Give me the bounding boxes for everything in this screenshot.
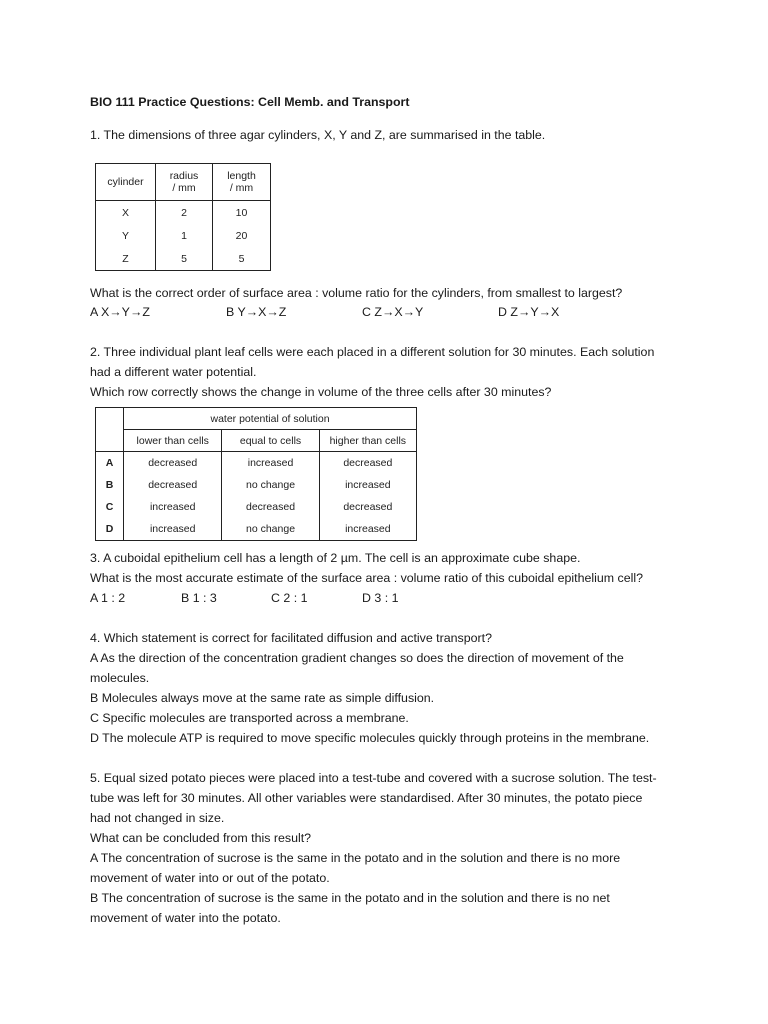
document-title: BIO 111 Practice Questions: Cell Memb. and Transport xyxy=(90,95,410,109)
table-row: D increased no change increased xyxy=(96,518,417,541)
q3-options xyxy=(90,588,680,608)
header-radius: radius / mm xyxy=(156,164,213,201)
q3-option-a: A 1 : 2 xyxy=(90,591,126,605)
q4-option-b: B Molecules always move at the same rate as simple diffusion. xyxy=(90,691,435,705)
q3-option-d: D 3 : 1 xyxy=(362,591,399,605)
q4-text: 4. Which statement is correct for facilitated diffusion and active transport? xyxy=(90,631,492,645)
q2-text-line1: 2. Three individual plant leaf cells were each placed in a different solution for 30 minutes. Each solution xyxy=(90,345,655,359)
q1-option-a: A X→Y→Z xyxy=(90,305,150,319)
table-row: C increased decreased decreased xyxy=(96,496,417,518)
q1-dimensions-table xyxy=(95,163,271,271)
header-cylinder: cylinder xyxy=(96,164,156,201)
q5-text-line3: had not changed in size. xyxy=(90,811,225,825)
q1-question: What is the correct order of surface area : volume ratio for the cylinders, from smallest to largest? xyxy=(90,286,623,300)
q5-text-line1: 5. Equal sized potato pieces were placed into a test-tube and covered with a sucrose solution. The test- xyxy=(90,771,657,785)
q4-option-a-line2: molecules. xyxy=(90,671,150,685)
q5-option-b-line2: movement of water into the potato. xyxy=(90,911,281,925)
q1-options xyxy=(90,302,680,322)
q5-option-a-line1: A The concentration of sucrose is the same in the potato and in the solution and there is no more xyxy=(90,851,621,865)
q4-option-a-line1: A As the direction of the concentration gradient changes so does the direction of movement of the xyxy=(90,651,624,665)
table-group-header-row xyxy=(96,408,417,430)
q3-option-c: C 2 : 1 xyxy=(271,591,308,605)
q3-question: What is the most accurate estimate of the surface area : volume ratio of this cuboidal epithelium cell? xyxy=(90,571,644,585)
q4-option-d: D The molecule ATP is required to move specific molecules quickly through proteins in the membrane. xyxy=(90,731,650,745)
q1-text: 1. The dimensions of three agar cylinders, X, Y and Z, are summarised in the table. xyxy=(90,128,546,142)
table-row: Y 1 20 xyxy=(96,224,271,247)
table-row: B decreased no change increased xyxy=(96,474,417,496)
table-row: X 2 10 xyxy=(96,201,271,225)
table-header-row xyxy=(96,164,271,201)
q5-text-line2: tube was left for 30 minutes. All other variables were standardised. After 30 minutes, the potato piece xyxy=(90,791,643,805)
q1-option-c: C Z→X→Y xyxy=(362,305,424,319)
table-header-row: lower than cells equal to cells higher than cells xyxy=(96,430,417,452)
table-row: Z 5 5 xyxy=(96,247,271,271)
q5-question: What can be concluded from this result? xyxy=(90,831,312,845)
table-row: A decreased increased decreased xyxy=(96,452,417,475)
q5-option-b-line1: B The concentration of sucrose is the same in the potato and in the solution and there is no net xyxy=(90,891,610,905)
header-water-potential: water potential of solution xyxy=(124,408,417,430)
q1-option-b: B Y→X→Z xyxy=(226,305,287,319)
q2-question: Which row correctly shows the change in volume of the three cells after 30 minutes? xyxy=(90,385,552,399)
header-length: length / mm xyxy=(213,164,271,201)
q1-option-d: D Z→Y→X xyxy=(498,305,560,319)
q2-text-line2: had a different water potential. xyxy=(90,365,257,379)
q4-option-c: C Specific molecules are transported across a membrane. xyxy=(90,711,409,725)
q3-text: 3. A cuboidal epithelium cell has a length of 2 µm. The cell is an approximate cube shape. xyxy=(90,551,581,565)
q3-option-b: B 1 : 3 xyxy=(181,591,217,605)
q2-volume-table xyxy=(95,407,417,541)
q5-option-a-line2: movement of water into or out of the potato. xyxy=(90,871,330,885)
